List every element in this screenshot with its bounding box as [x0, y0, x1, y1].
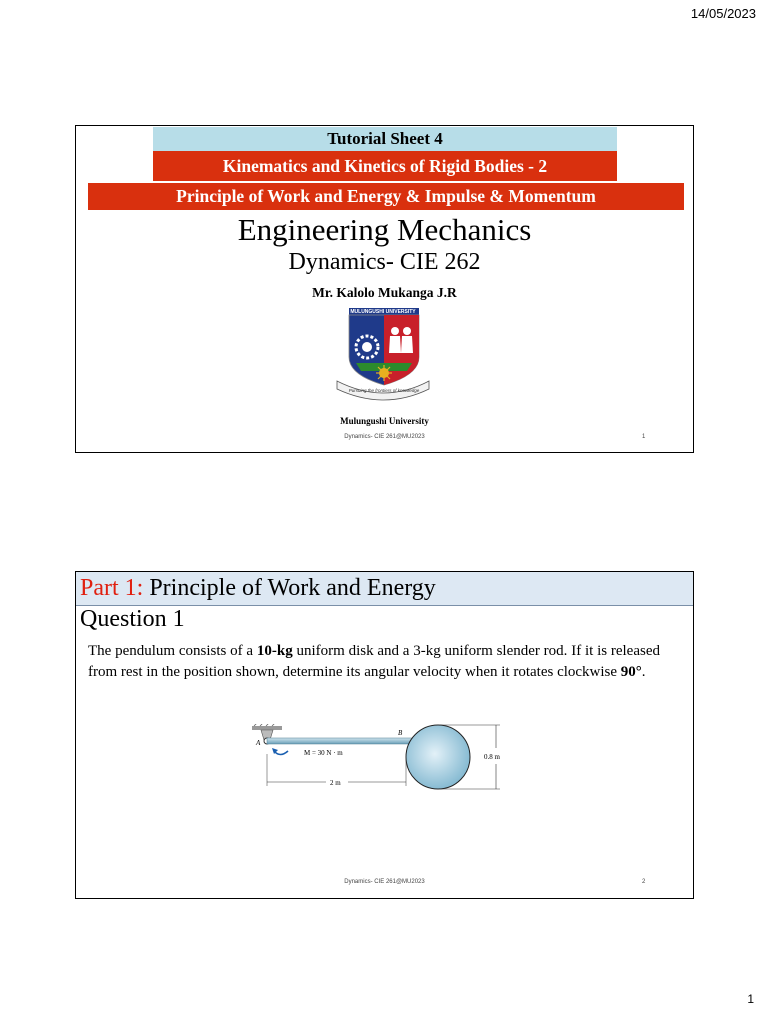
- label-a: A: [256, 739, 261, 747]
- topic-band: Kinematics and Kinetics of Rigid Bodies - 2: [153, 151, 617, 181]
- pendulum-figure: [248, 724, 524, 824]
- slide-number: 2: [642, 879, 646, 885]
- question-text-part: uniform disk and a 3-kg uniform slender rod. If it is released from rest in the position shown, determine its angular velocity when it rotates clockwise: [88, 643, 660, 680]
- crest-motto: Pursuing the frontiers of knowledge: [348, 388, 420, 393]
- part-label: Part 1:: [80, 575, 144, 601]
- university-crest-logo: [331, 305, 435, 401]
- question-text-part: .: [641, 664, 646, 680]
- subtopic-band: Principle of Work and Energy & Impulse & Momentum: [88, 183, 684, 210]
- question-title: Question 1: [80, 606, 185, 632]
- slide-footer: Dynamics- CIE 261@MU2023: [344, 434, 425, 440]
- slide-footer: Dynamics- CIE 261@MU2023: [344, 879, 425, 885]
- author-name: Mr. Kalolo Mukanga J.R: [312, 285, 457, 300]
- question-text: [88, 641, 660, 683]
- print-date: 14/05/2023: [690, 6, 756, 21]
- diameter-label: 0.8 m: [484, 753, 500, 761]
- question-text-bold: 10-kg: [256, 643, 293, 659]
- moment-label: M = 30 N · m: [304, 749, 343, 757]
- tutorial-sheet-band: Tutorial Sheet 4: [153, 127, 617, 151]
- slide-number: 1: [642, 434, 646, 440]
- slide-1: [75, 125, 694, 453]
- question-text-part: The pendulum consists of a: [88, 643, 257, 659]
- label-b: B: [398, 729, 403, 737]
- university-name: Mulungushi University: [340, 416, 429, 426]
- slide-2: [75, 571, 694, 899]
- part-title: Principle of Work and Energy: [149, 575, 436, 601]
- part-heading: [76, 572, 693, 606]
- slide-subtitle: Dynamics- CIE 262: [288, 249, 481, 275]
- page-number: 1: [747, 992, 754, 1006]
- slide-title: Engineering Mechanics: [237, 212, 532, 247]
- crest-banner-text: MULUNGUSHI UNIVERSITY: [350, 309, 416, 315]
- question-text-bold: 90°: [620, 664, 642, 680]
- length-label: 2 m: [330, 779, 341, 787]
